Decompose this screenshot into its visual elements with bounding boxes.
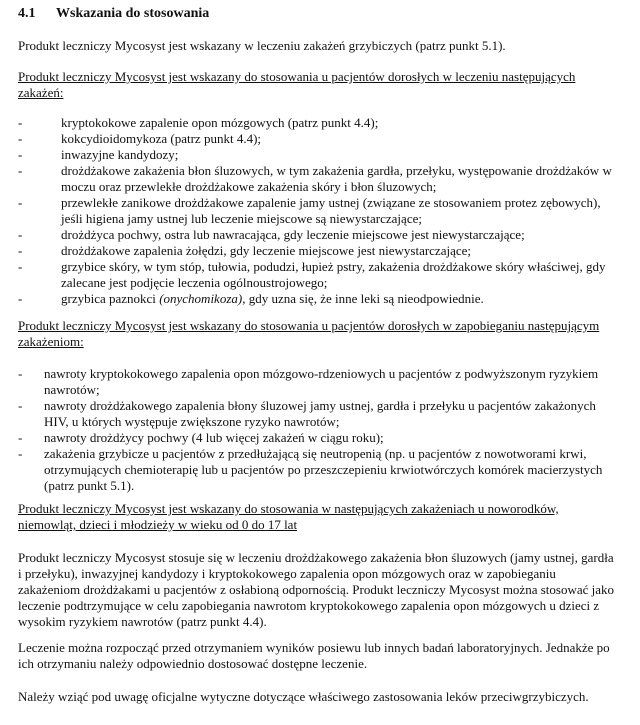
- adults-treatment-list: [18, 115, 618, 307]
- guidelines-paragraph: Należy wziąć pod uwagę oficjalne wytyczne dotyczące właściwego zastosowania leków przeciwgrzybiczych.: [18, 689, 589, 704]
- children-heading: Produkt leczniczy Mycosyst jest wskazany do stosowania w następujących zakażeniach u noworodków, niemowląt, dzieci i młodzieży w wieku od 0 do 17 lat: [18, 501, 559, 532]
- list-dash: -: [18, 227, 23, 242]
- list-item: - drożdżakowe zapalenia żołędzi, gdy leczenie miejscowe jest niewystarczające;: [18, 243, 472, 258]
- adults-prevention-heading: Produkt leczniczy Mycosyst jest wskazany do stosowania u pacjentów dorosłych w zapobieganiu następującym zakażeniom:: [18, 318, 600, 349]
- lab-paragraph: Leczenie można rozpocząć przed otrzymaniem wyników posiewu lub innych badań laboratoryjnych. Jednakże po ich otrzymaniu należy odpowiednio dostosować dostępne leczenie.: [18, 640, 610, 671]
- list-dash: -: [18, 243, 23, 258]
- list-dash: -: [18, 366, 23, 381]
- list-dash: -: [18, 115, 23, 130]
- list-dash: -: [18, 446, 23, 461]
- list-item: - drożdżyca pochwy, ostra lub nawracająca, gdy leczenie miejscowe jest niewystarczające;: [18, 227, 525, 242]
- list-item: - przewlekłe zanikowe drożdżakowe zapalenie jamy ustnej (związane ze stosowaniem protez zębowych), jeśli higiena jamy ustnej lub leczenie miejscowe są niewystarczające;: [18, 195, 601, 226]
- section-title: Wskazania do stosowania: [56, 6, 210, 21]
- list-item: - inwazyjne kandydozy;: [18, 147, 179, 162]
- list-item: - kokcydioidomykoza (patrz punkt 4.4);: [18, 131, 262, 146]
- list-item: - drożdżakowe zakażenia błon śluzowych, w tym zakażenia gardła, przełyku, występowanie drożdżaków w moczu oraz przewlekłe drożdżakowe zakażenia skóry i błon śluzowych;: [18, 163, 612, 194]
- list-dash: -: [18, 398, 23, 413]
- children-paragraph: Produkt leczniczy Mycosyst stosuje się w leczeniu drożdżakowego zakażenia błon śluzowych (jamy ustnej, gardła i przełyku), inwazyjnej kandydozy i kryptokokowego zapalenia opon mózgowych oraz w zapobieganiu zakażeniom drożdżakami u pacjentów z osłabioną odpornością. Produkt leczniczy Mycosyst można stosować jako leczenie podtrzymujące w celu zapobiegania nawrotom kryptokokowego zapalenia opon mózgowych u dzieci z wysokim ryzykiem nawrotów (patrz punkt 4.4).: [18, 550, 615, 629]
- list-dash: -: [18, 259, 23, 274]
- list-item: - kryptokokowe zapalenie opon mózgowych (patrz punkt 4.4);: [18, 115, 379, 130]
- latin-term: (onychomikoza): [159, 291, 243, 306]
- list-dash: -: [18, 430, 23, 445]
- list-item: - nawroty kryptokokowego zapalenia opon mózgowo-rdzeniowych u pacjentów z podwyższonym ryzykiem nawrotów;: [18, 366, 599, 397]
- list-item: - grzybica paznokci (onychomikoza), gdy uzna się, że inne leki są nieodpowiednie.: [18, 291, 484, 306]
- list-item: - nawroty drożdżakowego zapalenia błony śluzowej jamy ustnej, gardła i przełyku u pacjentów zakażonych HIV, u których występuje zwiększone ryzyko nawrotów;: [18, 398, 596, 429]
- list-dash: -: [18, 131, 23, 146]
- list-dash: -: [18, 291, 23, 306]
- list-dash: -: [18, 163, 23, 178]
- adults-treatment-heading: Produkt leczniczy Mycosyst jest wskazany do stosowania u pacjentów dorosłych w leczeniu następujących zakażeń:: [18, 69, 576, 100]
- adults-prevention-list: [18, 366, 618, 494]
- intro-paragraph: Produkt leczniczy Mycosyst jest wskazany w leczeniu zakażeń grzybiczych (patrz punkt 5.1).: [18, 38, 506, 53]
- list-dash: -: [18, 147, 23, 162]
- list-item: - nawroty drożdżycy pochwy (4 lub więcej zakażeń w ciągu roku);: [18, 430, 384, 445]
- list-item: - grzybice skóry, w tym stóp, tułowia, podudzi, łupież pstry, zakażenia drożdżakowe skóry właściwej, gdy zalecane jest podjęcie leczenia ogólnoustrojowego;: [18, 259, 606, 290]
- list-item: - zakażenia grzybicze u pacjentów z przedłużającą się neutropenią (np. u pacjentów z nowotworami krwi, otrzymujących chemioterapię lub u pacjentów po przeszczepieniu krwiotwórczych komórek macierzystych (patrz punkt 5.1).: [18, 446, 603, 493]
- section-number: 4.1: [18, 6, 36, 21]
- section-heading: [18, 6, 209, 22]
- list-dash: -: [18, 195, 23, 210]
